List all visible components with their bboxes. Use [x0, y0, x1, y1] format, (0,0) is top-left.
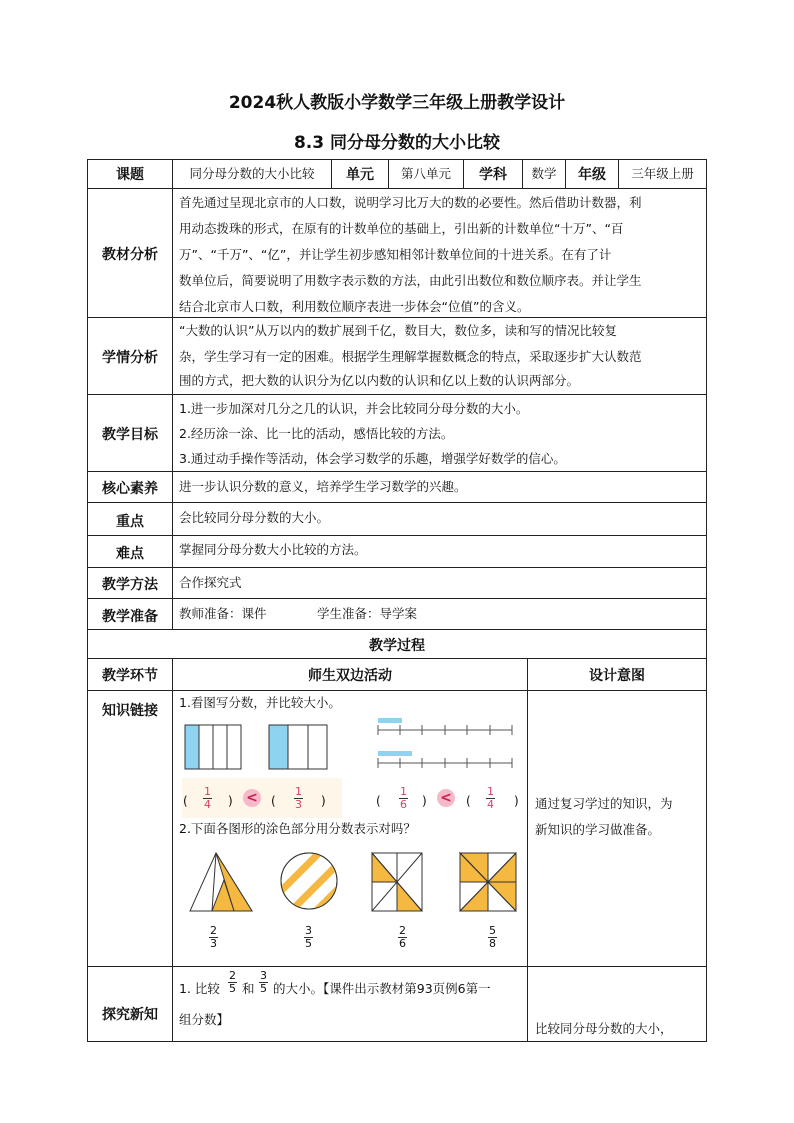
material-line-1: 首先通过呈现北京市的人口数，说明学习比万大的数的必要性。然后借助计数器，利	[179, 195, 642, 210]
quarter-segment-figure	[378, 751, 512, 768]
goal-line-1: 1.进一步加深对几分之几的认识，并会比较同分母分数的大小。	[179, 401, 529, 416]
subject-label: 学科	[479, 167, 507, 183]
student-line-1: “大数的认识”从万以内的数扩展到千亿，数目大，数位多，读和写的情况比较复	[179, 323, 617, 338]
link-question-1: 1.看图写分数，并比较大小。	[179, 695, 341, 710]
material-line-3: 万”、“千万”、“亿”，并让学生初步感知相邻计数单位间的十进关系。在有了计	[179, 247, 612, 262]
link-intent-1: 通过复习学过的知识，为	[535, 796, 673, 811]
goal-label: 教学目标	[102, 427, 158, 443]
explore-f2-num: 3	[260, 969, 267, 982]
student-line-3: 围的方式，把大数的认识分为亿以内数的认识和亿以上数的认识两部分。	[179, 373, 580, 388]
key-label: 重点	[116, 514, 144, 530]
process-title: 教学过程	[369, 638, 425, 654]
explore-line-2: 组分数】	[179, 1012, 230, 1027]
material-line-5: 结合北京市人口数，利用数位顺序表进一步体会“位值”的含义。	[179, 299, 530, 314]
cmp1-left-num: 1	[204, 785, 211, 798]
topic-label: 课题	[116, 167, 144, 183]
material-label: 教材分析	[102, 247, 158, 263]
link-label: 知识链接	[102, 703, 158, 719]
subject-value: 数学	[531, 166, 557, 181]
comparison-2: ( $\frac{1}{6}$ ) < ( $\frac{1}{4}$ )	[376, 785, 519, 811]
method-value: 合作探究式	[179, 575, 242, 590]
document-title: 2024秋人教版小学数学三年级上册教学设计	[228, 93, 566, 113]
shape-frac-3	[398, 925, 407, 950]
student-label: 学情分析	[102, 350, 158, 366]
link-intent-2: 新知识的学习做准备。	[535, 822, 661, 837]
goal-line-2: 2.经历涂一涂、比一比的活动，感悟比较的方法。	[179, 426, 454, 441]
circle-shape	[267, 845, 362, 920]
explore-pre: 1. 比较	[179, 981, 220, 996]
shape-frac-2	[304, 925, 313, 950]
explore-and: 和	[242, 981, 255, 996]
shape-frac-1	[209, 925, 218, 950]
process-col2: 师生双边活动	[308, 668, 392, 684]
quarter-bar-figure	[185, 725, 241, 769]
cmp1-sign: <	[243, 789, 261, 807]
hard-value: 掌握同分母分数大小比较的方法。	[179, 542, 367, 557]
shape-frac-3-den: 6	[399, 937, 406, 950]
link-question-2: 2.下面各图形的涂色部分用分数表示对吗？	[179, 821, 416, 836]
unit-value: 第八单元	[400, 166, 451, 181]
method-label: 教学方法	[102, 577, 158, 593]
shaded-shapes	[172, 845, 528, 920]
sixth-segment-figure	[378, 718, 512, 735]
link-label-cell	[87, 690, 173, 967]
material-line-2: 用动态拨珠的形式，在原有的计数单位的基础上，引出新的计数单位“十万”、“百	[179, 221, 624, 236]
prep-teacher: 教师准备：课件	[179, 606, 267, 621]
explore-post: 的大小。【课件出示教材第93页例6第一	[273, 981, 491, 996]
explore-intent: 比较同分母分数的大小，	[535, 1021, 673, 1036]
shape-frac-1-den: 3	[210, 937, 217, 950]
shape-frac-4	[488, 925, 497, 950]
explore-f1-num: 2	[229, 969, 236, 982]
cmp2-left-den: 6	[400, 798, 407, 811]
cmp2-right-den: 4	[487, 798, 494, 811]
prep-label: 教学准备	[102, 609, 158, 625]
shape-frac-1-num: 2	[210, 924, 217, 937]
octant-square-shape	[460, 853, 516, 911]
shape-frac-4-num: 5	[489, 924, 496, 937]
material-line-4: 数单位后，简要说明了用数字表示数的方法，由此引出数位和数位顺序表。并让学生	[179, 273, 642, 288]
cmp2-right-num: 1	[487, 785, 494, 798]
hard-label: 难点	[116, 546, 144, 562]
explore-line-1	[179, 969, 524, 1003]
process-col3: 设计意图	[589, 668, 645, 684]
document-subtitle: 8.3 同分母分数的大小比较	[293, 133, 501, 153]
grade-label: 年级	[578, 167, 606, 183]
comparison-1: ( $\frac{1}{4}$ ) < ( $\frac{1}{3}$ )	[183, 785, 326, 811]
process-col1: 教学环节	[102, 668, 158, 684]
grade-value: 三年级上册	[631, 166, 694, 181]
core-label: 核心素养	[102, 481, 158, 497]
cmp2-sign: <	[437, 789, 455, 807]
shape-frac-4-den: 8	[489, 937, 496, 950]
explore-label: 探究新知	[102, 1007, 158, 1023]
cmp2-left-num: 1	[400, 785, 407, 798]
cmp1-left-den: 4	[204, 798, 211, 811]
unit-label: 单元	[346, 167, 374, 183]
shape-frac-2-num: 3	[305, 924, 312, 937]
goal-line-3: 3.通过动手操作等活动，体会学习数学的乐趣，增强学好数学的信心。	[179, 451, 566, 466]
student-line-2: 杂，学生学习有一定的困难。根据学生理解掌握数概念的特点，采取逐步扩大认数范	[179, 349, 642, 364]
square-shape	[372, 853, 422, 911]
prep-student: 学生准备：导学案	[317, 606, 418, 621]
explore-f1-den: 5	[229, 982, 236, 995]
cmp1-right-den: 3	[295, 798, 302, 811]
core-value: 进一步认识分数的意义，培养学生学习数学的兴趣。	[179, 479, 467, 494]
cmp1-right-num: 1	[295, 785, 302, 798]
topic-value: 同分母分数的大小比较	[189, 166, 315, 181]
explore-f2-den: 5	[260, 982, 267, 995]
shape-frac-3-num: 2	[399, 924, 406, 937]
triangle-shape	[190, 853, 252, 911]
key-value: 会比较同分母分数的大小。	[179, 510, 330, 525]
third-bar-figure	[269, 725, 327, 769]
shape-frac-2-den: 5	[305, 937, 312, 950]
